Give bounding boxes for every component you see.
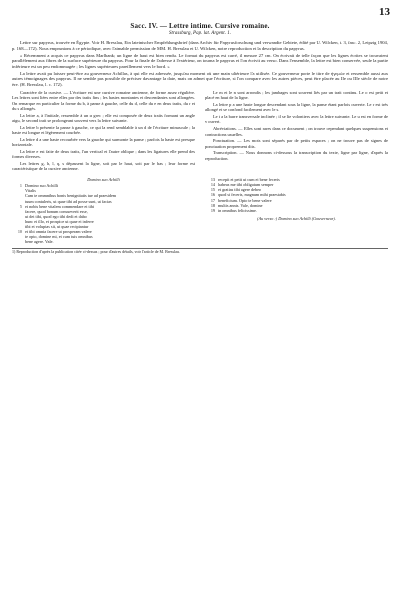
line-number: 5 — [19, 203, 22, 209]
line-text: beneficium. Opto te bene valere — [218, 197, 272, 203]
line-number: 10 — [17, 229, 22, 235]
line-number: 16 — [210, 192, 215, 198]
intro — [12, 40, 388, 87]
paragraph: Les lettres g, h, l, q, s dépassent la ligne, soit par le haut, soit par le bas ; leur forme est caractéristique de la cursive ancienne. — [12, 161, 195, 172]
line-text: recepit et petit ut cum ei bene feceris — [218, 177, 280, 183]
transcription-section — [12, 177, 388, 244]
verso-caption: (Au verso :) Domino suo Achilli (Gouverneur). — [257, 215, 336, 221]
paragraph: Le m et le n sont arrondis ; les jambages sont souvent liés par un trait continu. Le o est petit et placé en haut de la ligne. — [205, 90, 388, 101]
paragraph: Ponctuation. — Les mots sont séparés par de petits espaces ; on ne trouve pas de signes de ponctuation proprement dits. — [205, 138, 388, 149]
line-text: quod si feceris, magnum mihi praestabis — [218, 192, 286, 198]
line-number: 19 — [210, 207, 215, 213]
page-header — [0, 22, 400, 36]
paragraph: La lettre a, à l'initiale, ressemble à un α grec ; elle est composée de deux traits formant un angle aigu, le second trait se prolongeant souvent vers la lettre suivante. — [12, 112, 195, 123]
line-text: te opto, domine mi, et cum tuis omnibus — [25, 234, 93, 240]
line-number: 14 — [210, 182, 215, 188]
line-text: Vitalis — [25, 188, 36, 194]
line-text: et nobis bene vitalem commendare et tibi — [25, 203, 95, 209]
two-column-body — [12, 90, 388, 173]
line-text: in omnibus felicissime. — [218, 207, 257, 213]
paragraph: Abréviations. — Elles sont rares dans ce document ; on trouve cependant quelques suspensions et contractions usuelles. — [205, 126, 388, 137]
column-left — [12, 90, 195, 173]
line-number: 13 — [210, 177, 215, 183]
line-text: facere, quod bonum consueverit esse, — [25, 208, 88, 214]
line-text: tuum contuleris, ut quae tibi ad posse sunt, ut facias — [25, 198, 112, 204]
transcription-right — [205, 177, 388, 244]
line-text: tibi et voluptas sit, ut quae recipiantur — [25, 224, 89, 229]
column-right — [205, 90, 388, 173]
page-content — [12, 40, 388, 588]
line-text: et tibi omnia facere ut prosperam valere — [25, 229, 92, 235]
paragraph: La lettre e est faite de deux traits, l'un vertical et l'autre oblique ; dans les ligatures elle prend des formes diverses. — [12, 148, 195, 160]
paragraph: La lettre d a une haste recourbée vers la gauche qui surmonte la panse ; parfois la haste est presque horizontale. — [12, 136, 195, 148]
line-text: et gratias tibi agere debeo — [218, 187, 262, 193]
transcription-title: Domino suo Achilli — [87, 177, 120, 183]
line-text: ut det tibi, quod ego tibi dedi et dabo — [25, 213, 87, 219]
section-title: Sacc. IV. — Lettre intime. Cursive romaine. — [130, 22, 270, 30]
line-number: 1 — [19, 183, 22, 189]
transcription-line — [205, 208, 388, 213]
line-number: 15 — [210, 187, 215, 193]
paragraph: Lettre sur papyrus, trouvée en Égypte. Voir H. Bresslau, Ein lateinischer Empfehlungsbrief (dans Archiv für Papyrusforschung und verwandte Gebiete, édité par U. Wilcken, t. 3, fasc. 2, Leipzig 1904, p. 168—172). Nous empruntons à ce périodique, avec l'aimable permission de MM. H. Bresslau et U. Wilcken, notre reproduction et la description du papyrus. — [12, 40, 388, 51]
line-text: habeas me tibi obligatum semper — [218, 182, 274, 188]
paragraph: Caractère de la cursive. — L'écriture est une cursive romaine ancienne, de forme assez régulière. Les lettres sont liées entre elles par des traits fins ; les hastes montantes et descendantes sont allongées. On remarque en particulier la forme du b, à panse à gauche, celle du d, celle du e en deux traits, du r et du s allongés. — [12, 90, 195, 111]
line-text: hunc ei illo, et prospice ut quae ei inferre — [25, 218, 94, 224]
line-number — [12, 239, 25, 244]
transcription-left — [12, 177, 195, 244]
line-number: 17 — [210, 197, 215, 203]
paragraph: Transcription. — Nous donnons ci-dessous la transcription du texte, ligne par ligne, d'après la reproduction. — [205, 150, 388, 161]
line-text: bene agere. Vale. — [25, 239, 54, 245]
transcription-line — [12, 239, 195, 244]
section-subtitle: Strassburg, Pap. lat. Argent. 1. — [169, 31, 231, 36]
paragraph: La lettre avait pu laisser peut-être au gouverneur Achillas, à qui elle est adressée, jusqu'au moment où une main ultérieure l'a utilisée. Ce gouverneur porte le titre de ήγεμών et ressemble aussi aux autres témoignages des papyrus. Il ne semble pas possible de préciser davantage la date, mais on admet que l'écriture, si l'on compare avec les autres pièces, peut être placée au IIe ou IIIe siècle de notre ère. (H. Bresslau, l. c. 172). — [12, 70, 388, 87]
line-text: Domino suo Achilli — [25, 183, 59, 189]
paragraph: La lettre b présente la panse à gauche, ce qui la rend semblable à un d de l'écriture minuscule ; la haste est longue et légèrement courbée. — [12, 124, 195, 136]
footnote: 1) Reproduction d'après la publication citée ci-dessus ; pour d'autres détails, voir l'article de M. Bresslau. — [12, 248, 388, 255]
paragraph: Le t a la barre transversale inclinée ; il se lie volontiers avec la lettre suivante. Le u est en forme de v ouvert. — [205, 114, 388, 125]
paragraph: La lettre p a une haste longue descendant sous la ligne, la panse étant parfois ouverte. Le r est très allongé et se confond facilement avec le s. — [205, 102, 388, 113]
line-text: multis annis. Vale, domine — [218, 202, 263, 208]
line-text: Cum te ommnibus bonis benignitatis tue ad praesidem — [25, 193, 117, 199]
line-number: 18 — [210, 202, 215, 208]
paragraph: « Récemment a acquis ce papyrus dans Marlbank; un ligne de haut est bien rendu. Le format du papyrus est carré, il mesure 27 cm. On écrivait de telle façon que les lignes écrites se trouvaient parallèlement aux fibres de la surface supérieure du papyrus. Pour la finale de l'adresse à l'extérieur, on tourna le papyrus et l'on écrivit au verso. Dans l'ensemble, la lettre est bien conservée, seule la partie inférieure est un peu endommagée ; les lignes supérieures pareillement vers le bord. » — [12, 52, 388, 69]
page-number: 13 — [379, 6, 390, 18]
